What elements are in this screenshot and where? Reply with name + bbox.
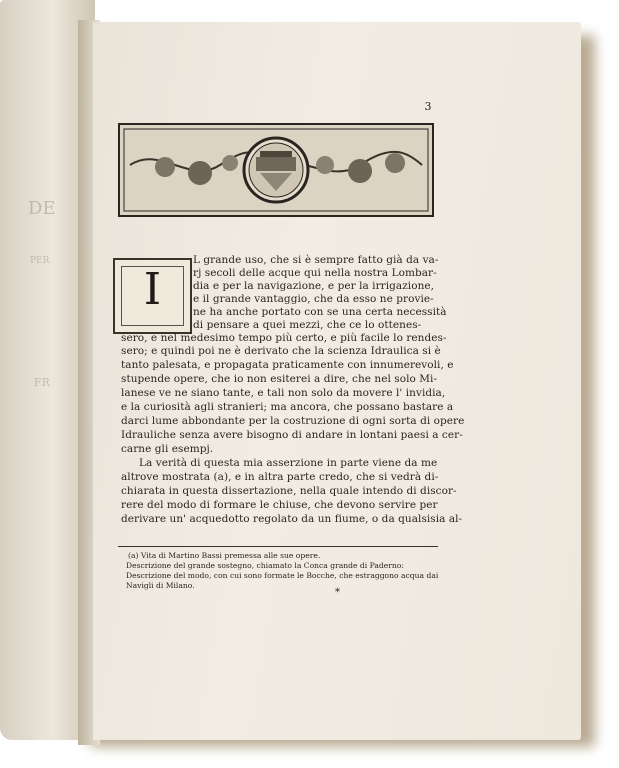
footnote: Descrizione del grande sostegno, chiamato la Conca grande di Paderno: — [126, 561, 404, 570]
initial-letter: I — [143, 264, 162, 315]
body-line: lanese ve ne siano tante, e tali non solo da movere l' invidia, — [121, 387, 446, 399]
footnote: Descrizione del modo, con cui sono formate le Bocche, che estraggono acqua dai — [126, 571, 439, 580]
left-page-fragment: PER — [30, 256, 50, 266]
body-line: e il grande vantaggio, che da esso ne provie- — [193, 293, 434, 305]
footnote: Navigli di Milano. — [126, 581, 195, 590]
body-line: sero, e nel medesimo tempo più certo, e più facile lo rendes- — [121, 332, 447, 344]
headpiece-illustration — [120, 125, 432, 215]
body-line: e la curiosità agli stranieri; ma ancora, che possano bastare a — [121, 401, 454, 413]
footnote-rule — [118, 546, 438, 547]
body-line: ne ha anche portato con se una certa necessità — [193, 306, 447, 318]
body-line: chiarata in questa dissertazione, nella quale intendo di discor- — [121, 485, 457, 497]
signature-mark: * — [335, 587, 340, 598]
body-line: sero; e quindi poi ne è derivato che la scienza Idraulica si è — [121, 345, 441, 357]
headpiece-engraving — [118, 123, 434, 217]
left-page-fragment: FR — [34, 376, 50, 389]
body-line: di pensare a quei mezzi, che ce lo ottenes- — [193, 319, 422, 331]
body-line: La verità di questa mia asserzione in parte viene da me — [139, 457, 438, 469]
body-line: altrove mostrata (a), e in altra parte credo, che si vedrà di- — [121, 471, 439, 483]
page-number: 3 — [424, 100, 432, 113]
body-line: derivare un' acquedotto regolato da un fiume, o da qualsisia al- — [121, 513, 463, 525]
body-line: stupende opere, che io non esiterei a dire, che nel solo Mi- — [121, 373, 438, 385]
body-line: tanto palesata, e propagata praticamente con innumerevoli, e — [121, 359, 454, 371]
body-line: dia e per la navigazione, e per la irrigazione, — [193, 280, 435, 292]
footnote: (a) Vita di Martino Bassi premessa alle sue opere. — [128, 551, 321, 560]
left-page-fragment: DE — [28, 198, 56, 219]
body-line: darci lume abbondante per la costruzione di ogni sorta di opere — [121, 415, 465, 427]
body-line: L grande uso, che si è sempre fatto già da va- — [193, 254, 439, 266]
body-line: carne gli esempj. — [121, 443, 214, 455]
body-line: rj secoli delle acque qui nella nostra Lombar- — [193, 267, 437, 279]
body-line: Idrauliche senza avere bisogno di andare in lontani paesi a cer- — [121, 429, 463, 441]
decorated-initial — [113, 258, 192, 334]
body-line: rere del modo di formare le chiuse, che devono servire per — [121, 499, 438, 511]
